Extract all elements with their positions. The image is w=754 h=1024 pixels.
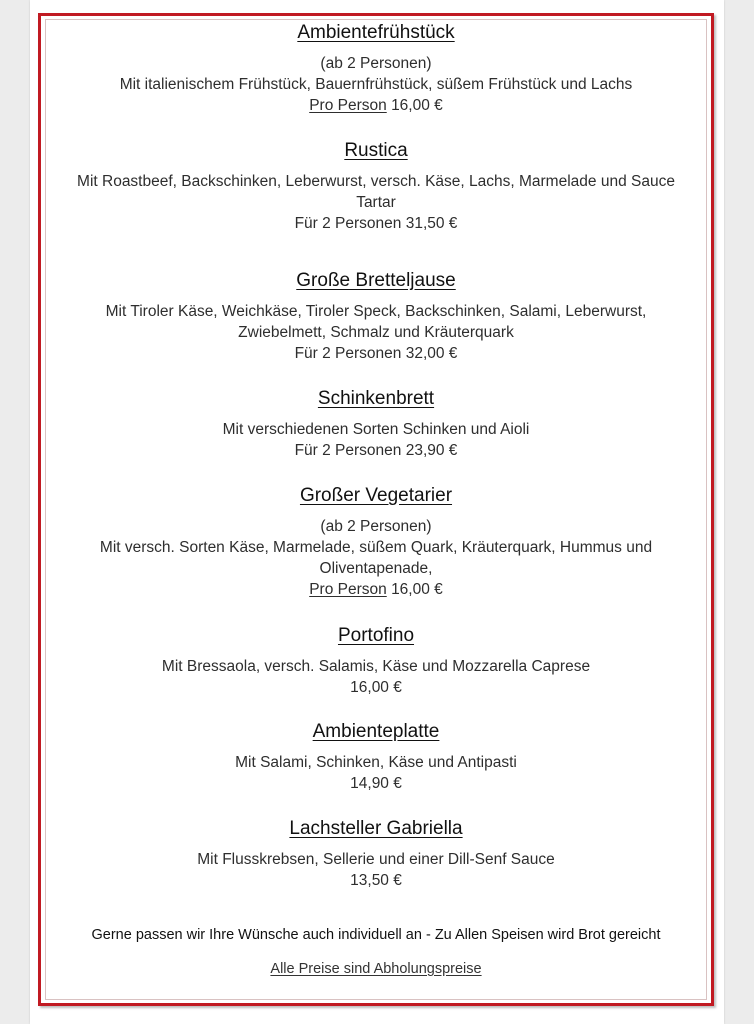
item-description-line: (ab 2 Personen) xyxy=(320,55,432,72)
item-price-line: 16,00 € xyxy=(350,679,402,696)
item-price-line: 14,90 € xyxy=(350,775,402,792)
item-title: Portofino xyxy=(337,625,415,646)
menu-item-ambienteplatte xyxy=(41,720,711,794)
footer-prices-note: Alle Preise sind Abholungspreise xyxy=(270,961,482,977)
price-value: 16,00 € xyxy=(391,581,443,598)
item-description-line: Oliventapenade, xyxy=(319,560,433,577)
menu-item-schinkenbrett xyxy=(41,387,711,461)
item-description-line: Mit italienischem Frühstück, Bauernfrühstück, süßem Frühstück und Lachs xyxy=(119,76,633,93)
menu-item-ambientefruehstueck xyxy=(41,21,711,116)
item-description-line: Mit Flusskrebsen, Sellerie und einer Dill-Senf Sauce xyxy=(197,851,555,868)
item-title: Lachsteller Gabriella xyxy=(289,818,463,839)
item-description-line: (ab 2 Personen) xyxy=(320,518,432,535)
item-description-line: Mit verschiedenen Sorten Schinken und Aioli xyxy=(222,421,530,438)
item-title: Ambientefrühstück xyxy=(297,22,455,43)
menu-item-grosser-vegetarier xyxy=(41,484,711,600)
item-description-line: Mit versch. Sorten Käse, Marmelade, süßem Quark, Kräuterquark, Hummus und xyxy=(99,539,653,556)
item-price-line xyxy=(41,95,711,116)
price-label: Pro Person xyxy=(309,97,387,114)
item-price-line: Für 2 Personen 31,50 € xyxy=(294,215,458,232)
item-title: Großer Vegetarier xyxy=(299,485,453,506)
item-description-line: Mit Bressaola, versch. Salamis, Käse und Mozzarella Caprese xyxy=(161,658,591,675)
item-title: Ambienteplatte xyxy=(312,721,440,742)
menu-item-portofino xyxy=(41,624,711,698)
menu-item-grosse-bretteljause xyxy=(41,269,711,364)
menu-item-rustica xyxy=(41,139,711,234)
item-price-line: Für 2 Personen 32,00 € xyxy=(294,345,458,362)
menu-item-lachsteller-gabriella xyxy=(41,817,711,891)
footer-note: Gerne passen wir Ihre Wünsche auch individuell an - Zu Allen Speisen wird Brot gereicht xyxy=(91,927,661,943)
item-description-line: Mit Roastbeef, Backschinken, Leberwurst, versch. Käse, Lachs, Marmelade und Sauce xyxy=(77,173,675,190)
item-description-line: Zwiebelmett, Schmalz und Kräuterquark xyxy=(238,324,514,341)
item-description-line: Mit Salami, Schinken, Käse und Antipasti xyxy=(235,754,517,771)
price-label: Pro Person xyxy=(309,581,387,598)
item-description-line: Mit Tiroler Käse, Weichkäse, Tiroler Speck, Backschinken, Salami, Leberwurst, xyxy=(105,303,647,320)
item-price-line: 13,50 € xyxy=(350,872,402,889)
item-price-line xyxy=(41,579,711,600)
item-title: Schinkenbrett xyxy=(317,388,435,409)
item-price-line: Für 2 Personen 23,90 € xyxy=(294,442,458,459)
item-title: Große Bretteljause xyxy=(296,270,456,291)
item-description-line: Tartar xyxy=(356,194,396,211)
item-title: Rustica xyxy=(344,140,408,161)
price-value: 16,00 € xyxy=(391,97,443,114)
